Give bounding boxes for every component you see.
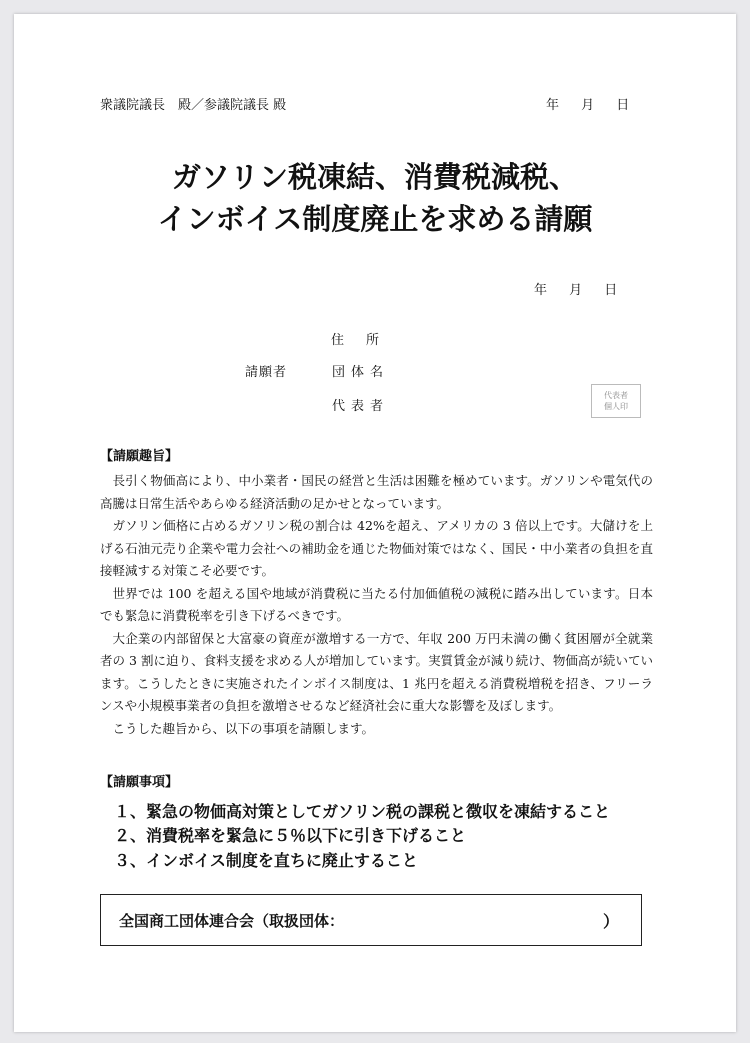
petition-date: 年 月 日 bbox=[534, 283, 618, 298]
document-page bbox=[14, 14, 736, 1032]
petition-item-1: １、緊急の物価高対策としてガソリン税の課税と徴収を凍結すること bbox=[114, 802, 611, 821]
document-title-line2: インボイス制度廃止を求める請願 bbox=[157, 202, 593, 236]
group-name-label: 団体名 bbox=[332, 365, 390, 380]
closing-paren: ） bbox=[602, 912, 619, 931]
handling-organization-label: 全国商工団体連合会（取扱団体： bbox=[119, 912, 345, 930]
purpose-paragraph: 長引く物価高により、中小業者・国民の経営と生活は困難を極めています。ガソリンや電気代の高騰は日常生活やあらゆる経済活動の足かせとなっています。 bbox=[100, 473, 653, 511]
purpose-heading: 【請願趣旨】 bbox=[100, 449, 179, 464]
representative-seal-box bbox=[591, 384, 641, 418]
seal-text-line2: 個人印 bbox=[604, 402, 628, 411]
purpose-body bbox=[100, 470, 653, 740]
header-date: 年 月 日 bbox=[546, 98, 630, 113]
seal-text-line1: 代表者 bbox=[604, 391, 628, 400]
petitioner-label: 請願者 bbox=[245, 365, 288, 380]
purpose-paragraph: こうした趣旨から、以下の事項を請願します。 bbox=[112, 720, 375, 736]
address-label: 住所 bbox=[331, 333, 402, 348]
purpose-paragraph: 世界では 100 を超える国や地域が消費税に当たる付加価値税の減税に踏み出しています。日本でも緊急に消費税率を引き下げるべきです。 bbox=[100, 585, 653, 623]
items-heading: 【請願事項】 bbox=[100, 775, 179, 790]
representative-label: 代表者 bbox=[332, 399, 390, 414]
addressee: 衆議院議長 殿／参議院議長 殿 bbox=[100, 98, 287, 113]
document-title-line1: ガソリン税凍結、消費税減税、 bbox=[171, 160, 578, 194]
petition-item-2: ２、消費税率を緊急に５％以下に引き下げること bbox=[114, 826, 467, 845]
petition-item-3: ３、インボイス制度を直ちに廃止すること bbox=[114, 851, 418, 870]
handling-organization-box bbox=[100, 894, 642, 946]
purpose-paragraph: ガソリン価格に占めるガソリン税の割合は 42%を超え、アメリカの 3 倍以上です。大儲けを上げる石油元売り企業や電力会社への補助金を通じた物価対策ではなく、国民・中小業者の負担を直接軽減する対策こそ必要です。 bbox=[100, 518, 653, 578]
purpose-paragraph: 大企業の内部留保と大富豪の資産が激増する一方で、年収 200 万円未満の働く貧困層が全就業者の 3 割に迫り、食料支援を求める人が増加しています。実質賃金が減り続け、物価高が続いています。こうしたときに実施されたインボイス制度は、1 兆円を超える消費税増税を招き、フリーランスや小規模事業者の負担を激増させるなど経済社会に重大な影響を及ぼします。 bbox=[100, 630, 653, 713]
